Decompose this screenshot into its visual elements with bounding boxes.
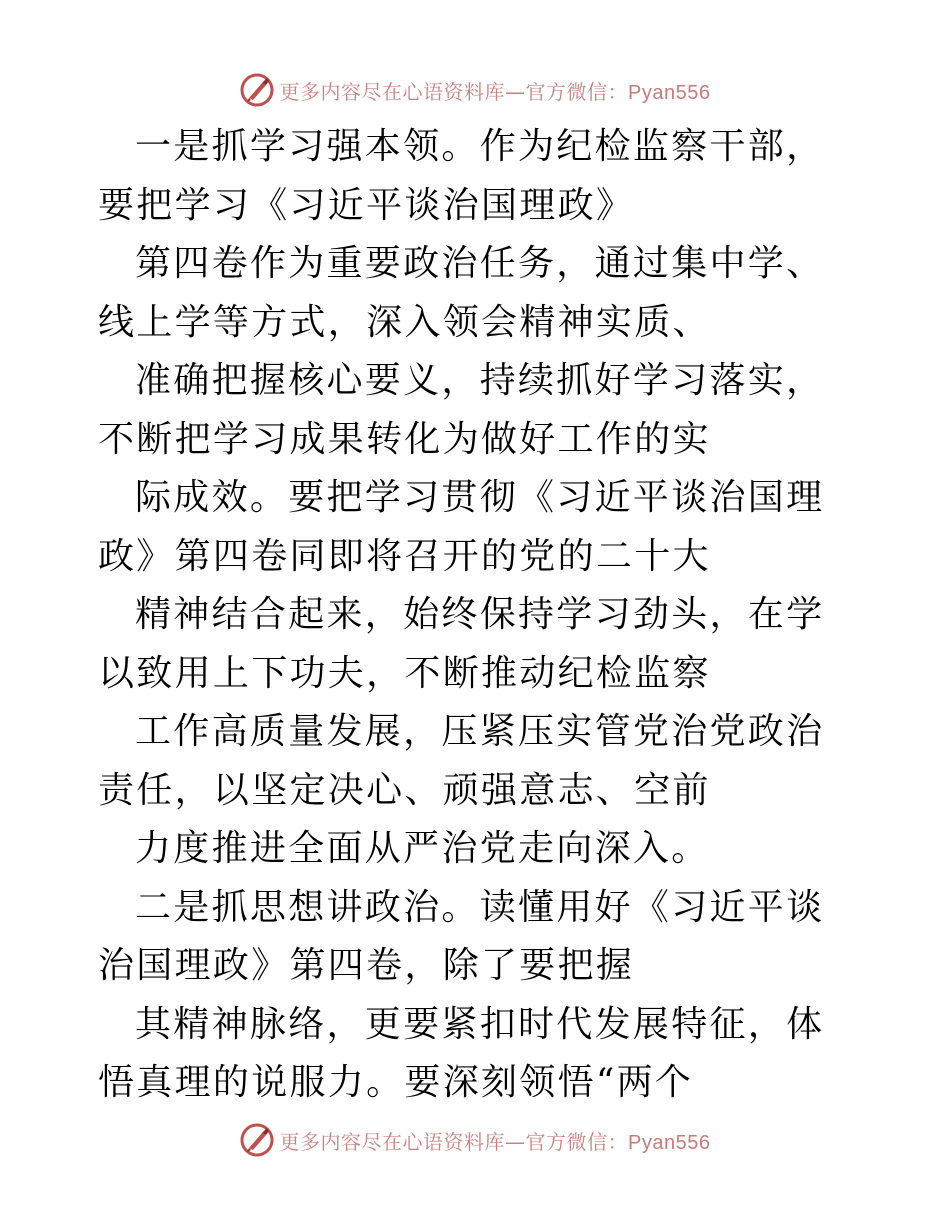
watermark-contact-label: 官方微信： (525, 79, 629, 104)
quill-pen-icon (240, 1123, 274, 1157)
watermark-handle: Pyan556 (628, 1131, 711, 1154)
watermark-separator: — (505, 79, 526, 104)
watermark-footer (0, 1120, 950, 1160)
paragraph: 其精神脉络，更要紧扣时代发展特征，体悟真理的说服力。要深刻领悟“两个 (98, 1003, 825, 1103)
paragraph: 第四卷作为重要政治任务，通过集中学、线上学等方式，深入领会精神实质、 (98, 243, 825, 343)
watermark-handle: Pyan556 (628, 81, 711, 104)
document-body (98, 118, 858, 1113)
paragraph: 力度推进全面从严治党走向深入。 (135, 828, 710, 869)
paragraph: 二是抓思想讲政治。读懂用好《习近平谈治国理政》第四卷，除了要把握 (98, 886, 825, 986)
watermark-separator: — (505, 1129, 526, 1154)
paragraph: 际成效。要把学习贯彻《习近平谈治国理政》第四卷同即将召开的党的二十大 (98, 477, 825, 577)
quill-pen-icon (240, 73, 274, 107)
paragraph: 精神结合起来，始终保持学习劲头，在学以致用上下功夫，不断推动纪检监察 (98, 594, 825, 694)
paragraph: 一是抓学习强本领。作为纪检监察干部，要把学习《习近平谈治国理政》 (98, 126, 825, 226)
watermark-contact-label: 官方微信： (525, 1129, 629, 1154)
watermark-header (0, 70, 950, 110)
watermark-text (280, 76, 711, 105)
paragraph: 工作高质量发展，压紧压实管党治党政治责任，以坚定决心、顽强意志、空前 (98, 711, 825, 811)
watermark-site: 更多内容尽在心语资料库 (279, 79, 506, 104)
watermark-site: 更多内容尽在心语资料库 (279, 1129, 506, 1154)
watermark-text (280, 1126, 711, 1155)
paragraph: 准确把握核心要义，持续抓好学习落实，不断把学习成果转化为做好工作的实 (98, 360, 825, 460)
